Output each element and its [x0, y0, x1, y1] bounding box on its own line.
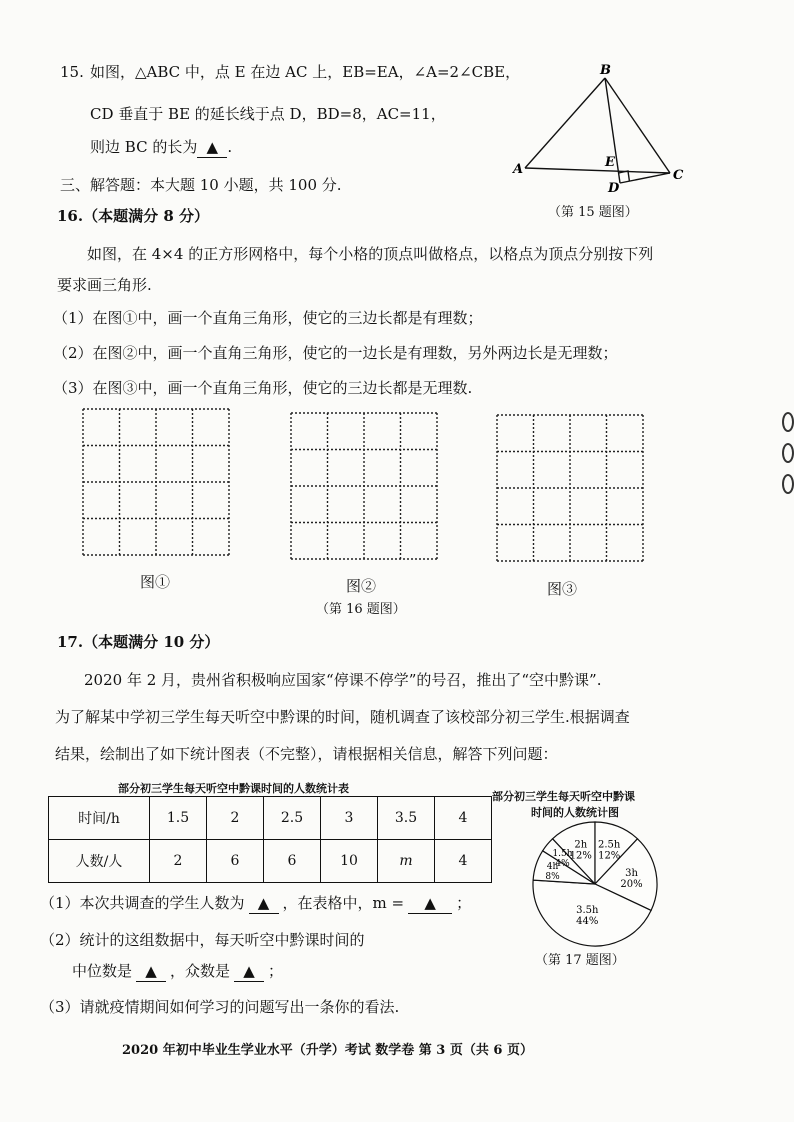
grid-label-1: 图① [140, 573, 171, 591]
grid-figure-2[interactable] [290, 412, 438, 560]
q17-sub2-end: ； [268, 962, 284, 980]
table-cell: 4 [435, 840, 492, 883]
label-d: D [608, 181, 620, 196]
pie-slice-percent: 12% [569, 850, 592, 862]
table-cell: 1.5 [150, 797, 207, 840]
table-cell: 10 [321, 840, 378, 883]
table-row [49, 797, 492, 840]
pie-slice-label: 3h [625, 868, 638, 879]
binding-mark-icon [782, 412, 794, 432]
q16-intro1: 如图，在 4×4 的正方形网格中，每个小格的顶点叫做格点，以格点为顶点分别按下列 [87, 245, 654, 263]
pie-slice-percent: 4% [555, 859, 570, 870]
table-cell: 6 [207, 840, 264, 883]
table-title: 部分初三学生每天听空中黔课时间的人数统计表 [118, 782, 349, 795]
pie-slice-percent: 44% [576, 916, 599, 927]
q15-line3-text: 则边 BC 的长为 [90, 138, 198, 156]
table-cell: 4 [435, 797, 492, 840]
table-cell: 2.5 [264, 797, 321, 840]
grid-label-2: 图② [346, 577, 377, 595]
q17-sub3: （3）请就疫情期间如何学习的问题写出一条你的看法. [40, 998, 400, 1016]
pie-slice-label: 3.5h [576, 905, 599, 916]
section-3-heading: 三、解答题：本大题 10 小题，共 100 分. [60, 176, 342, 194]
grid-figure-1[interactable] [82, 408, 230, 556]
q15-line2: CD 垂直于 BE 的延长线于点 D，BD=8，AC=11， [90, 105, 446, 123]
q17-sub2-line2 [72, 961, 283, 982]
q15-number: 15. [60, 63, 84, 81]
pie-slice-label: 4h [546, 862, 559, 873]
q17-sub1-end: ； [456, 894, 472, 912]
q17-para3: 结果，绘制出了如下统计图表（不完整），请根据相关信息，解答下列问题： [55, 745, 558, 763]
triangle-figure [505, 58, 700, 198]
q17-sub1-text-b: ，在表格中，m = [282, 894, 405, 912]
q16-part1: （1）在图①中，画一个直角三角形，使它的三边长都是有理数； [53, 309, 483, 327]
statistics-table [48, 796, 492, 883]
label-e: E [605, 155, 615, 170]
answer-blank[interactable]: ▲ [197, 137, 227, 158]
table-cell: 2 [150, 840, 207, 883]
q17-para1: 2020 年 2 月，贵州省积极响应国家“停课不停学”的号召，推出了“空中黔课”. [84, 671, 602, 689]
q17-sub2-mode: ，众数是 [170, 962, 231, 980]
grid-figure-3[interactable] [496, 414, 644, 562]
pie-slice-percent: 8% [545, 872, 560, 883]
table-cell: m [378, 840, 435, 883]
label-b: B [600, 63, 611, 78]
pie-slice-label: 2h [574, 839, 588, 851]
q17-sub2: （2）统计的这组数据中，每天听空中黔课时间的 [40, 931, 365, 949]
chart-title-line2: 时间的人数统计图 [531, 806, 619, 819]
pie-slice-label: 2.5h [598, 839, 621, 851]
q17-header: 17.（本题满分 10 分） [57, 633, 220, 651]
q15-caption: （第 15 题图） [548, 205, 638, 220]
chart-title-line1: 部分初三学生每天听空中黔课 [492, 790, 635, 803]
q16-header: 16.（本题满分 8 分） [57, 207, 209, 225]
q15-line1: 如图，△ABC 中，点 E 在边 AC 上，EB=EA，∠A=2∠CBE， [90, 63, 521, 81]
q16-part3: （3）在图③中，画一个直角三角形，使它的三边长都是无理数. [53, 379, 473, 397]
answer-blank[interactable]: ▲ [234, 961, 264, 982]
pie-slice-percent: 20% [620, 879, 643, 890]
table-cell: 3.5 [378, 797, 435, 840]
answer-blank[interactable]: ▲ [249, 893, 279, 914]
answer-blank[interactable]: ▲ [408, 893, 452, 914]
binding-mark-icon [782, 443, 794, 463]
q15-line3-end: . [227, 138, 233, 156]
q16-part2: （2）在图②中，画一个直角三角形，使它的一边长是有理数，另外两边长是无理数； [53, 344, 618, 362]
table-cell: 6 [264, 840, 321, 883]
q17-chart-caption: （第 17 题图） [535, 953, 625, 968]
pie-slice-label: 1.5h [552, 849, 573, 860]
pie-chart [510, 818, 680, 950]
page-footer: 2020 年初中毕业生学业水平（升学）考试 数学卷 第 3 页（共 6 页） [122, 1043, 533, 1058]
q17-sub1 [40, 893, 471, 914]
q16-caption: （第 16 题图） [316, 602, 406, 617]
q16-intro2: 要求画三角形. [57, 276, 152, 294]
q17-para2: 为了解某中学初三学生每天听空中黔课的时间，随机调查了该校部分初三学生.根据调查 [55, 708, 630, 726]
table-cell: 2 [207, 797, 264, 840]
q17-sub1-text-a: （1）本次共调查的学生人数为 [40, 894, 245, 912]
grid-label-3: 图③ [547, 580, 578, 598]
table-cell: 3 [321, 797, 378, 840]
pie-slice-percent: 12% [598, 850, 621, 862]
q15-line3 [90, 137, 232, 158]
binding-mark-icon [782, 474, 794, 494]
table-row [49, 840, 492, 883]
label-a: A [513, 162, 524, 177]
q17-sub2-median: 中位数是 [72, 962, 133, 980]
answer-blank[interactable]: ▲ [136, 961, 166, 982]
table-row-header: 时间/h [49, 797, 150, 840]
table-row-header: 人数/人 [49, 840, 150, 883]
label-c: C [673, 168, 684, 183]
